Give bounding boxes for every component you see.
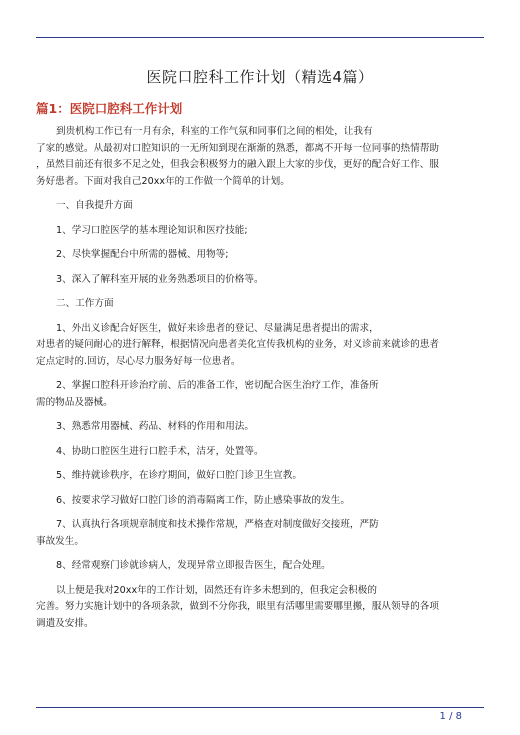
footer-rule — [36, 707, 484, 708]
list-item: 5、维持就诊秩序，在诊疗期间，做好口腔门诊卫生宣教。 — [56, 470, 302, 481]
document-body — [36, 124, 488, 640]
page-number: 1 / 8 — [439, 711, 462, 722]
document-title: 医院口腔科工作计划（精选4篇） — [146, 68, 374, 86]
list-item: 2、掌握口腔科开诊治疗前、后的准备工作，密切配合医生治疗工作，准备所 需的物品及器械。 — [36, 380, 379, 408]
list-item: 1、外出义诊配合好医生，做好来诊患者的登记、尽量满足患者提出的需求， 对患者的疑问耐心的进行解释，根据情况向患者美化宣传我机构的业务，对义诊前来就诊的患者 定点定时的.回访，尽心尽力服务好每一位患者。 — [36, 322, 439, 367]
heading-work: 二、工作方面 — [56, 298, 114, 309]
list-item: 3、熟悉常用器械、药品、材料的作用和用法。 — [56, 421, 254, 432]
section-title: 篇1：医院口腔科工作计划 — [36, 101, 183, 116]
closing-paragraph: 以上便是我对20xx年的工作计划，固然还有许多未想到的，但我定会积极的 完善。努力实施计划中的各项条款，做到不分你我，眼里有活哪里需要哪里搬，服从领导的各项 调遣及安排。 — [36, 584, 439, 629]
heading-self-improvement: 一、自我提升方面 — [56, 200, 133, 211]
list-item: 4、协助口腔医生进行口腔手术，洁牙，处置等。 — [56, 445, 264, 457]
list-item: 7、认真执行各项规章制度和技术操作常规，严格查对制度做好交接班，严防 事故发生。 — [36, 519, 379, 547]
header-rule — [36, 37, 484, 38]
list-item: 1、学习口腔医学的基本理论知识和医疗技能; — [56, 224, 248, 236]
list-item: 8、经常观察门诊就诊病人，发现异常立即报告医生，配合处理。 — [56, 560, 331, 571]
intro-paragraph: 到贵机构工作已有一月有余，科室的工作气氛和同事们之间的相处，让我有 了家的感觉。从最初对口腔知识的一无所知到现在渐渐的熟悉，都离不开每一位同事的热情帮助 ，虽然目前还有很多不足之处，但我会积极努力的融入跟上大家的步伐，更好的配合好工作、服 务好患者。下面对我自己20xx年的工作做一个简单的计划。 — [36, 126, 439, 187]
list-item: 6、按要求学习做好口腔门诊的消毒隔离工作，防止感染事故的发生。 — [56, 494, 350, 506]
list-item: 2、尽快掌握配台中所需的器械、用物等; — [56, 249, 229, 260]
list-item: 3、深入了解科室开展的业务熟悉项目的价格等。 — [56, 273, 264, 285]
